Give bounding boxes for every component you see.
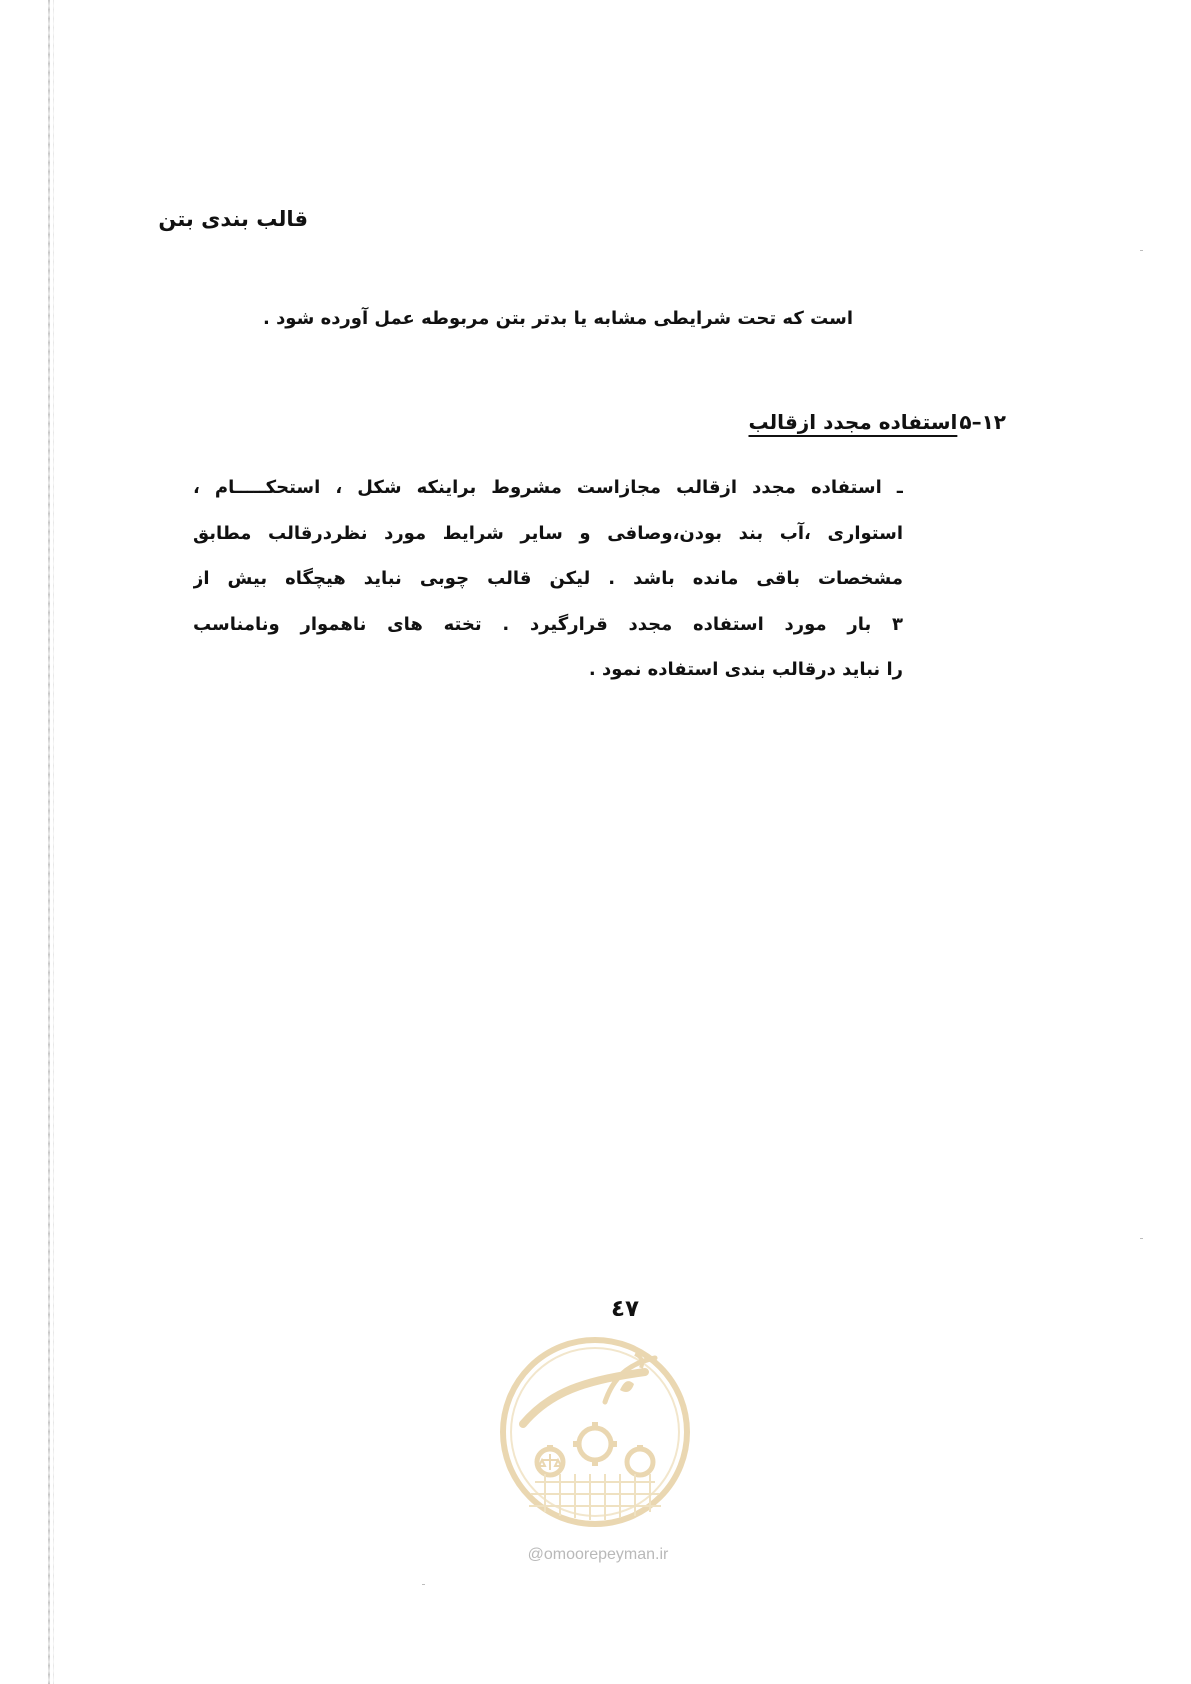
watermark-url: @omoorepeyman.ir bbox=[527, 1546, 669, 1563]
page-number: ٤٧ bbox=[610, 1296, 640, 1322]
omoorepeyman-logo-watermark bbox=[495, 1332, 695, 1532]
running-header-title: قالب بندی بتن bbox=[158, 207, 308, 231]
paragraph-line: مشخصات باقی مانده باشد . لیکن قالب چوبی نباید هیچگاه بیش از bbox=[193, 568, 903, 589]
paragraph-line: استواری ،آب بند بودن،وصافی و سایر شرایط مورد نظردرقالب مطابق bbox=[193, 522, 903, 544]
paragraph-line: ـ استفاده مجدد ازقالب مجازاست مشروط براینکه شکل ، استحکـــــام ، bbox=[193, 477, 903, 498]
scan-edge-line bbox=[48, 0, 50, 1684]
scan-speck bbox=[1140, 1238, 1143, 1239]
paragraph-line: ۳ بار مورد استفاده مجدد قرارگیرد . تخته های ناهموار ونامناسب bbox=[193, 613, 903, 635]
scan-speck bbox=[422, 1584, 425, 1585]
intro-paragraph-line: است که تحت شرایطی مشابه یا بدتر بتن مربوطه عمل آورده شود . bbox=[262, 308, 853, 329]
scan-speck bbox=[1140, 250, 1143, 251]
section-title: استفاده مجدد ازقالب bbox=[748, 410, 958, 434]
section-body-paragraph bbox=[193, 465, 903, 693]
section-heading bbox=[749, 410, 1007, 434]
scan-edge-line-secondary bbox=[53, 0, 54, 1684]
section-number: ۱۲–۵ bbox=[959, 410, 1006, 434]
paragraph-line: را نباید درقالب بندی استفاده نمود . bbox=[588, 659, 903, 680]
